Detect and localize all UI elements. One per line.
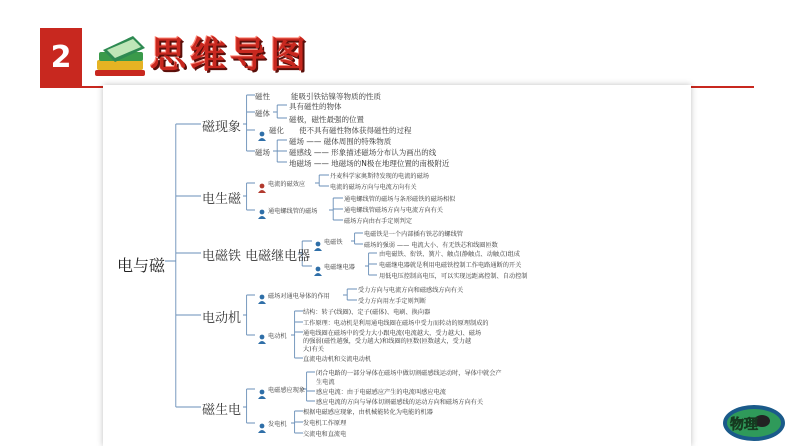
node-solenoid-field: 通电螺线管的磁场 [268, 208, 318, 215]
connector [315, 175, 329, 186]
detail: 通电螺线管的磁场与条形磁铁的磁场相似 [344, 196, 456, 203]
connector [291, 311, 303, 358]
detail: 感应电流：由于电磁感应产生的电流叫感应电流 [316, 389, 446, 396]
detail: 的强弱(磁性越强，受力越大)和线圈的匝数(匝数越大，受力越 [303, 338, 472, 345]
node-motor: 电动机 [268, 333, 287, 340]
section-title-box [150, 33, 338, 79]
branch-electric-motor: 电动机 [202, 311, 242, 326]
branch-magnetic-phenomena: 磁现象 [202, 120, 242, 135]
node-electromagnet: 电磁铁 [324, 239, 343, 246]
section-title: 思维导图 [150, 35, 311, 76]
connector [351, 233, 363, 244]
connector [273, 105, 287, 118]
detail: 地磁场 —— 地磁场的N极在地理位置的南极附近 [289, 159, 450, 168]
branch-magnetism-to-electricity: 磁生电 [202, 403, 242, 418]
detail: 工作原理：电动机是利用通电线圈在磁场中受力而转动的原理制成的 [303, 320, 489, 327]
connector [343, 289, 357, 300]
physics-logo [722, 404, 786, 442]
branch-electromagnet-relay: 电磁铁 电磁继电器 [202, 249, 311, 264]
connector [243, 295, 255, 335]
person-icon [257, 384, 267, 394]
connector [291, 411, 303, 433]
person-icon [257, 289, 267, 299]
node-relay: 电磁继电器 [324, 264, 355, 271]
mind-map [103, 85, 691, 446]
connector [365, 253, 377, 275]
detail: 受力方向与电流方向和磁感线方向有关 [358, 287, 464, 294]
detail: 受力方向用左手定则判断 [358, 298, 427, 305]
detail: 交流电和直流电 [303, 431, 347, 438]
person-icon [257, 418, 267, 428]
node-generator: 发电机 [268, 421, 287, 428]
connector [329, 198, 343, 220]
detail: 磁场 —— 磁体周围的特殊物质 [289, 137, 392, 146]
node-current-magnetic-effect: 电流的磁效应 [268, 181, 306, 188]
detail: 丹麦科学家奥斯特发现的电流的磁场 [330, 173, 429, 180]
detail: 磁场的强弱 —— 电流大小、有无铁芯和线圈匝数 [364, 242, 498, 249]
detail: 能吸引铁钴镍等物质的性质 [291, 92, 381, 101]
connector [165, 124, 201, 407]
physics-logo-text: 物理 [730, 417, 758, 433]
detail: 直流电动机和交流电动机 [303, 356, 372, 363]
detail: 通电线圈在磁场中的受力大小跟电流(电流越大，受力越大)、磁场 [303, 330, 482, 337]
detail: 电流的磁场方向与电流方向有关 [330, 184, 417, 191]
detail: 生电流 [316, 379, 335, 386]
person-icon [257, 204, 267, 214]
node-magnetic-field: 磁场 [255, 148, 270, 157]
detail: 根据电磁感应现象，由机械能转化为电能的机器 [303, 409, 433, 416]
detail: 闭合电路的一部分导体在磁场中做切割磁感线运动时，导体中就会产 [316, 370, 502, 377]
detail: 使不具有磁性物体获得磁性的过程 [299, 126, 412, 135]
section-number-badge: 2 [40, 28, 82, 86]
detail: 磁感线 —— 形象描述磁场分布认为画出的线 [289, 148, 437, 157]
detail: 通电螺线管磁场方向与电流方向有关 [344, 207, 443, 214]
node-force-on-conductor: 磁场对通电导体的作用 [268, 293, 330, 300]
detail: 磁极，磁性最强的位置 [289, 115, 364, 124]
detail: 结构：转子(线圈)、定子(磁体)、电刷、换向器 [303, 309, 431, 316]
detail: 电磁继电器就是利用电磁铁控制工作电路通断的开关 [379, 262, 522, 269]
branch-electricity-to-magnetism: 电生磁 [202, 192, 242, 207]
detail: 具有磁性的物体 [289, 102, 342, 111]
detail: 大)有关 [303, 346, 324, 353]
detail: 电磁铁是一个内部插有铁芯的螺线管 [364, 231, 463, 238]
person-icon [313, 236, 323, 246]
node-magnet: 磁体 [255, 109, 270, 118]
connector [243, 183, 255, 210]
person-icon [257, 329, 267, 339]
connector [273, 140, 287, 162]
detail: 感应电流的方向与导体切割磁感线的运动方向和磁场方向有关 [316, 399, 484, 406]
connector [243, 389, 255, 423]
mind-map-root: 电与磁 [117, 256, 166, 275]
detail: 磁场方向由右手定则判定 [344, 218, 413, 225]
detail: 用低电压控制高电压，可以实现远距离控制、自动控制 [379, 273, 528, 280]
detail: 发电机工作原理 [303, 420, 347, 427]
node-magnetism: 磁性 [255, 92, 270, 101]
node-em-induction: 电磁感应现象 [268, 387, 306, 394]
person-icon [257, 178, 267, 188]
connector [243, 95, 255, 151]
books-icon [93, 34, 149, 78]
person-icon [313, 261, 323, 271]
detail: 由电磁铁、衔铁、簧片、触点(静触点、动触点)组成 [379, 251, 520, 258]
person-icon [257, 126, 267, 136]
node-magnetization: 磁化 [269, 126, 284, 135]
